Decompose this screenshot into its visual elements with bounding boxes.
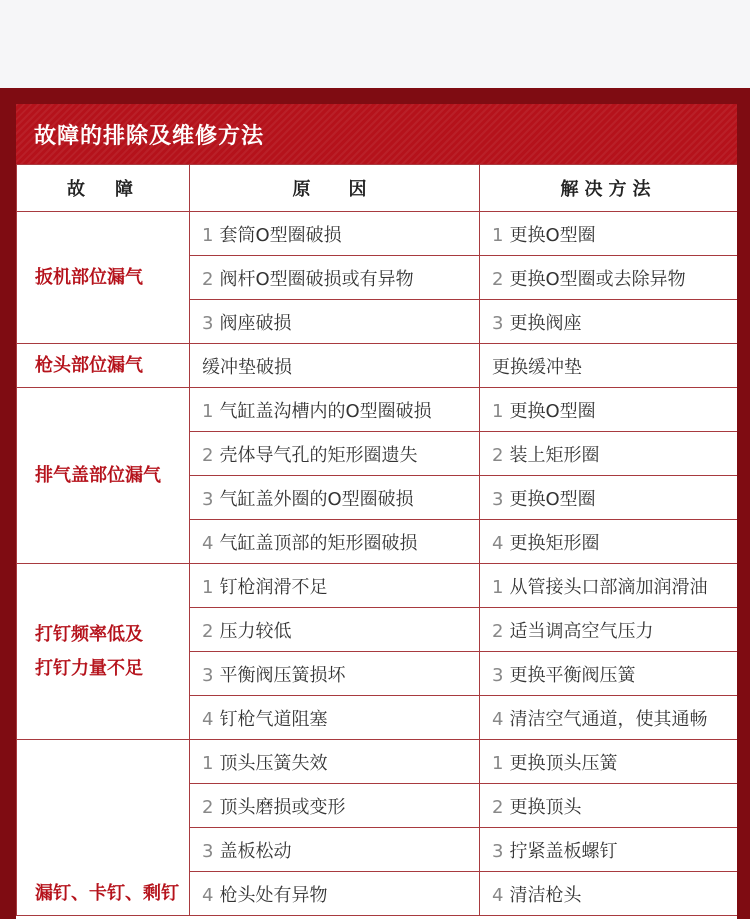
cause-cell: 3 阀座破损 xyxy=(190,300,480,344)
solution-cell: 2 装上矩形圈 xyxy=(480,432,738,476)
solution-cell: 3 更换平衡阀压簧 xyxy=(480,652,738,696)
cause-cell: 2 阀杆O型圈破损或有异物 xyxy=(190,256,480,300)
cause-cell: 3 平衡阀压簧损坏 xyxy=(190,652,480,696)
troubleshooting-table xyxy=(16,164,737,916)
fault-line-1: 打钉频率低及 xyxy=(35,623,143,645)
solution-cell: 3 拧紧盖板螺钉 xyxy=(480,828,738,872)
cause-cell: 4 钉枪气道阻塞 xyxy=(190,696,480,740)
table-row xyxy=(17,212,738,256)
header-fault: 故 障 xyxy=(17,165,190,212)
solution-cell: 2 更换顶头 xyxy=(480,784,738,828)
cause-cell: 1 气缸盖沟槽内的O型圈破损 xyxy=(190,388,480,432)
fault-cell: 漏钉、卡钉、剩钉 xyxy=(17,740,190,916)
solution-cell: 更换缓冲垫 xyxy=(480,344,738,388)
cause-cell: 3 盖板松动 xyxy=(190,828,480,872)
solution-cell: 3 更换阀座 xyxy=(480,300,738,344)
solution-cell: 1 从管接头口部滴加润滑油 xyxy=(480,564,738,608)
table-row xyxy=(17,344,738,388)
cause-cell: 1 钉枪润滑不足 xyxy=(190,564,480,608)
table-header-row xyxy=(17,165,738,212)
solution-cell: 1 更换O型圈 xyxy=(480,388,738,432)
page-title: 故障的排除及维修方法 xyxy=(34,123,265,149)
solution-cell: 3 更换O型圈 xyxy=(480,476,738,520)
solution-cell: 1 更换O型圈 xyxy=(480,212,738,256)
cause-cell: 1 顶头压簧失效 xyxy=(190,740,480,784)
table-row xyxy=(17,740,738,784)
header-solution: 解决方法 xyxy=(480,165,738,212)
solution-cell: 4 更换矩形圈 xyxy=(480,520,738,564)
cause-cell: 1 套筒O型圈破损 xyxy=(190,212,480,256)
solution-cell: 2 适当调高空气压力 xyxy=(480,608,738,652)
cause-cell: 2 壳体导气孔的矩形圈遗失 xyxy=(190,432,480,476)
fault-cell: 排气盖部位漏气 xyxy=(17,388,190,564)
cause-cell: 3 气缸盖外圈的O型圈破损 xyxy=(190,476,480,520)
content-panel xyxy=(0,88,750,919)
table-row xyxy=(17,564,738,608)
cause-cell: 2 压力较低 xyxy=(190,608,480,652)
cause-cell: 4 气缸盖顶部的矩形圈破损 xyxy=(190,520,480,564)
top-background xyxy=(0,0,750,88)
cause-cell: 2 顶头磨损或变形 xyxy=(190,784,480,828)
title-bar xyxy=(16,104,737,164)
cause-cell: 4 枪头处有异物 xyxy=(190,872,480,916)
fault-line-2: 打钉力量不足 xyxy=(35,657,143,679)
table-row xyxy=(17,388,738,432)
solution-cell: 4 清洁枪头 xyxy=(480,872,738,916)
cause-cell: 缓冲垫破损 xyxy=(190,344,480,388)
fault-cell: 枪头部位漏气 xyxy=(17,344,190,388)
header-cause: 原 因 xyxy=(190,165,480,212)
solution-cell: 4 清洁空气通道，使其通畅 xyxy=(480,696,738,740)
fault-cell: 扳机部位漏气 xyxy=(17,212,190,344)
table-card xyxy=(16,104,737,919)
solution-cell: 2 更换O型圈或去除异物 xyxy=(480,256,738,300)
fault-cell xyxy=(17,564,190,740)
solution-cell: 1 更换顶头压簧 xyxy=(480,740,738,784)
